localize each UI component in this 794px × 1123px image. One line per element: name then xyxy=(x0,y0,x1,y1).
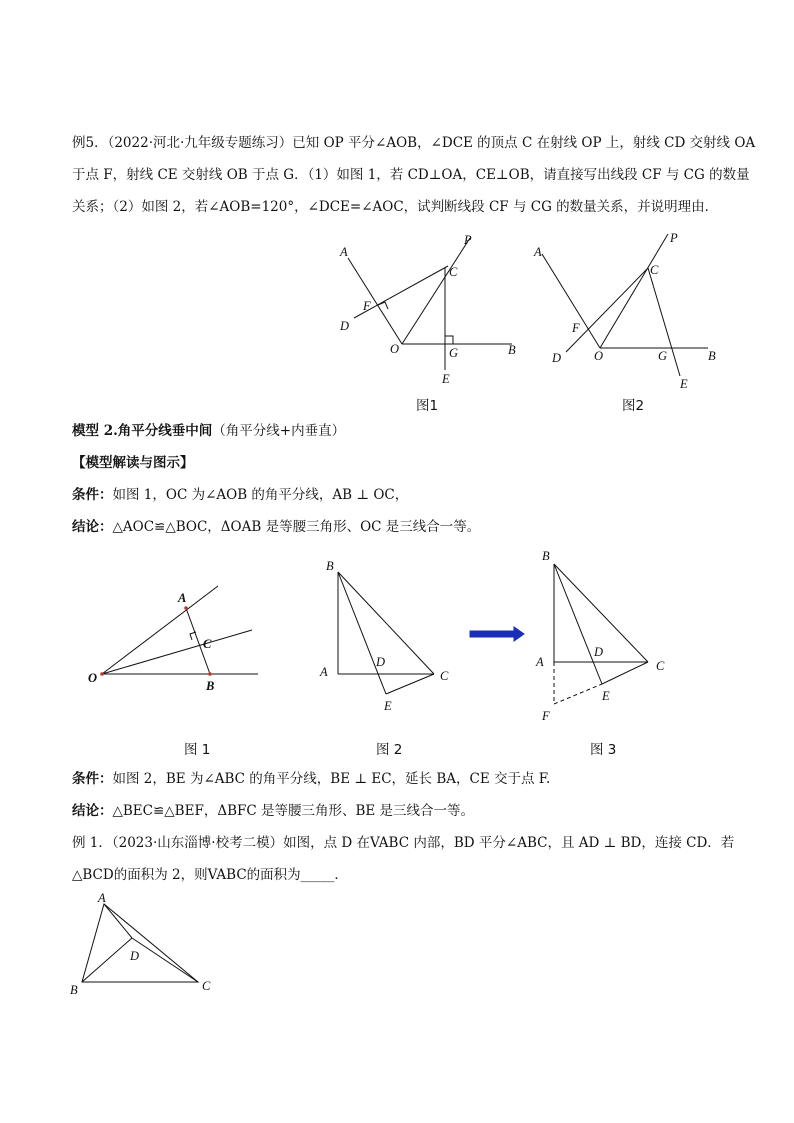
segment-dc xyxy=(132,938,198,982)
model2-section-title: 【模型解读与图示】 xyxy=(72,455,194,471)
label-F: F xyxy=(542,709,550,723)
label-C: C xyxy=(202,979,211,993)
model2-conclusion1: 结论：△AOC≌△BOC，ΔOAB 是等腰三角形、OC 是三线合一等。 xyxy=(72,519,481,535)
label-B: B xyxy=(508,343,516,357)
example1-line1: 例 1．（2023·山东淄博·校考二模）如图，点 D 在VABC 内部，BD 平分∠ABC，且 AD ⊥ BD，连接 CD．若 xyxy=(72,835,735,851)
label-C: C xyxy=(440,669,449,683)
label-A: A xyxy=(536,655,544,669)
model2-heading: 模型 2.角平分线垂中间（角平分线+内垂直） xyxy=(72,423,346,439)
model2-condition2: 条件：如图 2，BE 为∠ABC 的角平分线，BE ⊥ EC，延长 BA，CE 交于点 F. xyxy=(72,771,551,787)
label-A: A xyxy=(98,891,106,905)
model2-condition1: 条件：如图 1，OC 为∠AOB 的角平分线，AB ⊥ OC， xyxy=(72,487,409,503)
segment-ec xyxy=(386,674,434,694)
extension-fe xyxy=(554,684,602,704)
point-b xyxy=(208,672,212,676)
model-figure3 xyxy=(530,548,680,728)
example5-line3: 关系；（2）如图 2，若∠AOB=120°，∠DCE=∠AOC，试判断线段 CF 与 CG 的数量关系，并说明理由． xyxy=(72,199,719,215)
ray-op xyxy=(402,238,470,344)
label-B: B xyxy=(206,679,215,693)
example5-figure1 xyxy=(330,230,530,390)
example1-line2: △BCD的面积为 2，则VABC的面积为_____． xyxy=(72,867,348,883)
model-fig1-caption: 图 1 xyxy=(184,742,211,758)
arrow-shape xyxy=(470,627,524,641)
ray-oa xyxy=(542,254,600,348)
label-G: G xyxy=(449,346,459,360)
label-C: C xyxy=(449,265,458,279)
label-B: B xyxy=(542,549,550,563)
label-F: F xyxy=(572,321,580,335)
label-O: O xyxy=(594,349,604,363)
segment-ad xyxy=(104,904,132,938)
label-A: A xyxy=(320,665,328,679)
example1-figure xyxy=(66,891,226,1004)
label-D: D xyxy=(552,351,562,365)
label-A: A xyxy=(340,245,348,259)
ray-oc xyxy=(102,630,252,674)
ray-cd xyxy=(566,268,648,352)
example5-line2: 于点 F，射线 CE 交射线 OB 于点 G．（1）如图 1，若 CD⊥OA，CE⊥OB，请直接写出线段 CF 与 CG 的数量 xyxy=(72,167,750,183)
label-C: C xyxy=(650,263,659,277)
point-o xyxy=(100,672,104,676)
label-P: P xyxy=(670,231,678,245)
label-O: O xyxy=(88,671,98,685)
example5-fig2-caption: 图2 xyxy=(622,398,645,414)
arrow-icon xyxy=(468,626,528,642)
segment-ec xyxy=(602,662,648,684)
label-A: A xyxy=(178,591,187,605)
label-F: F xyxy=(363,299,371,313)
segment-bc xyxy=(338,572,434,674)
ray-oa xyxy=(102,586,218,674)
label-D: D xyxy=(594,645,604,659)
label-O: O xyxy=(390,342,400,356)
ray-op xyxy=(600,234,668,348)
label-B: B xyxy=(708,349,716,363)
segment-bd xyxy=(82,938,132,982)
label-B: B xyxy=(70,983,78,997)
label-D: D xyxy=(376,655,386,669)
example5-line1: 例5．（2022·河北·九年级专题练习）已知 OP 平分∠AOB，∠DCE 的顶点 C 在射线 OP 上，射线 CD 交射线 OA xyxy=(72,135,756,151)
right-angle-g xyxy=(445,336,453,344)
label-E: E xyxy=(602,689,610,703)
label-C: C xyxy=(656,659,665,673)
model-fig3-caption: 图 3 xyxy=(590,742,617,758)
segment-be xyxy=(338,572,386,694)
label-A: A xyxy=(534,245,542,259)
label-C: C xyxy=(203,637,212,651)
label-D: D xyxy=(130,949,140,963)
label-E: E xyxy=(680,377,688,391)
example5-fig1-caption: 图1 xyxy=(416,398,439,414)
ray-oa xyxy=(348,258,402,344)
label-E: E xyxy=(384,699,392,713)
label-P: P xyxy=(464,233,472,247)
label-D: D xyxy=(340,319,350,333)
label-E: E xyxy=(442,372,450,386)
model2-conclusion2: 结论：△BEC≌△BEF，ΔBFC 是等腰三角形、BE 是三线合一等。 xyxy=(72,803,475,819)
segment-be xyxy=(554,564,602,684)
model-figure1 xyxy=(88,572,268,702)
point-a xyxy=(184,606,188,610)
example5-figure2 xyxy=(530,230,730,390)
model-figure2 xyxy=(316,558,466,718)
model-fig2-caption: 图 2 xyxy=(376,742,403,758)
label-G: G xyxy=(658,349,668,363)
label-B: B xyxy=(326,559,334,573)
